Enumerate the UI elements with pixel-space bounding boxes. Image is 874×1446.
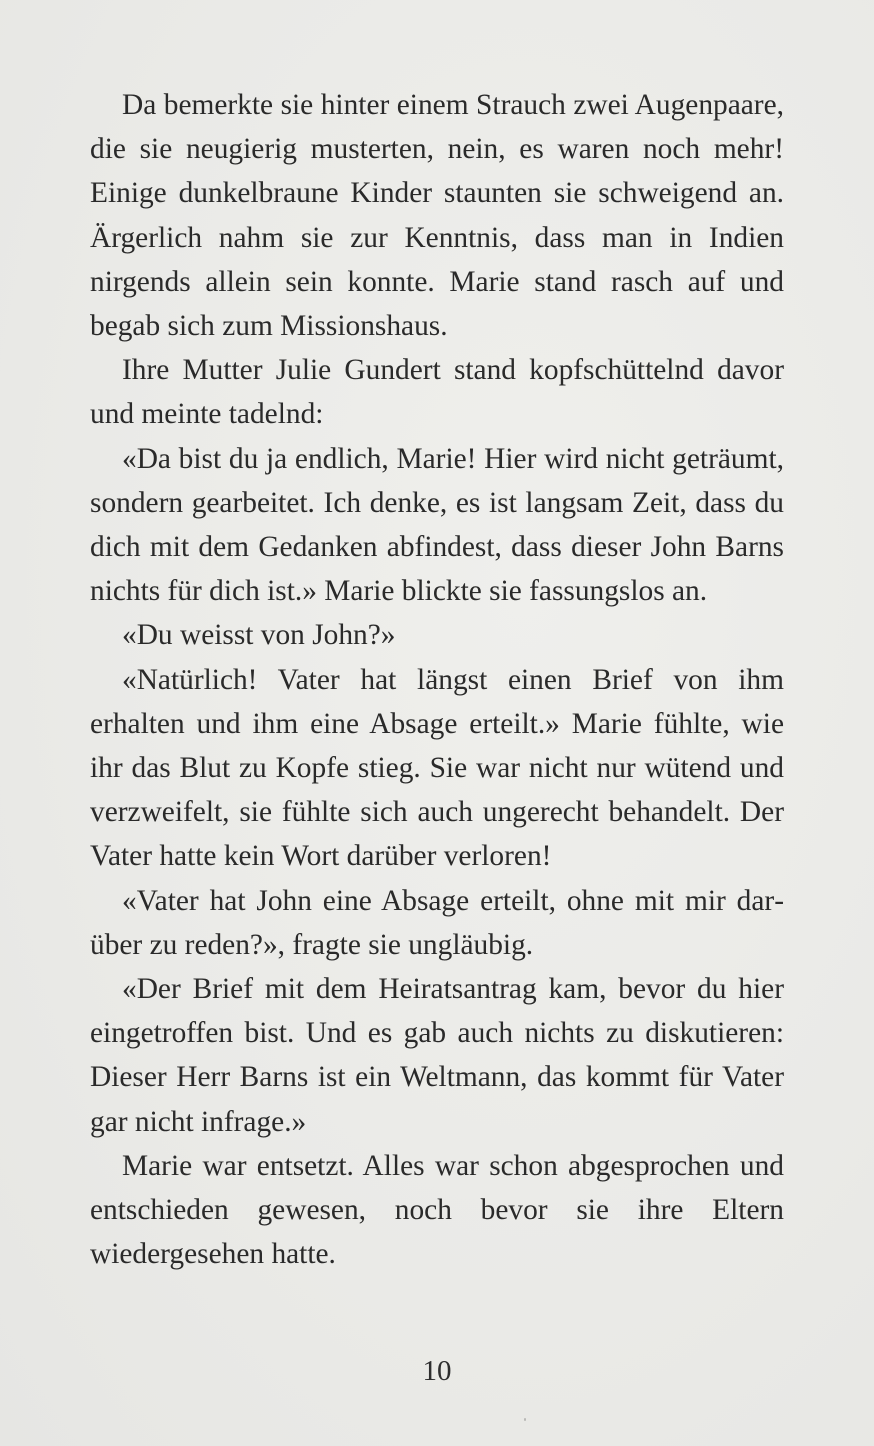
paragraph-2: Ihre Mutter Julie Gundert stand kopfschüttelnd davor und meinte tadelnd: [90,354,784,431]
paragraph-8: Marie war entsetzt. Alles war schon abgesprochen und entschieden gewesen, noch bevor sie ihre Eltern wiedergesehen hatte. [90,1149,784,1271]
paper-speck [524,1418,526,1421]
paragraph-1: Da bemerkte sie hinter einem Strauch zwei Augenpaare, die sie neugierig musterten, nein, es waren noch mehr! Einige dunkelbraune Kinder staunten sie schweigend an. Ärgerlich nahm sie zur Kenntnis, dass man in Indien nirgends allein sein konnte. Marie stand rasch auf und begab sich zum Missionshaus. [90,89,784,343]
paragraph-6: «Vater hat John eine Absage erteilt, ohne mit mir darüber zu reden?», fragte sie ungläubig. [90,884,784,961]
paragraph-5: «Natürlich! Vater hat längst einen Brief von ihm erhalten und ihm eine Absage erteilt.» Marie fühlte, wie ihr das Blut zu Kopfe stieg. Sie war nicht nur wütend und verzweifelt, sie fühlte sich auch ungerecht behandelt. Der Vater hatte kein Wort darüber verloren! [90,663,784,873]
paragraph-7: «Der Brief mit dem Heiratsantrag kam, bevor du hier eingetroffen bist. Und es gab auch nichts zu diskutieren: Dieser Herr Barns ist ein Weltmann, das kommt für Vater gar nicht infrage.» [90,973,784,1138]
paragraph-3: «Da bist du ja endlich, Marie! Hier wird nicht geträumt, sondern gearbeitet. Ich denke, es ist langsam Zeit, dass du dich mit dem Gedanken abfindest, dass dieser John Barns nichts für dich ist.» Marie blickte sie fassungslos an. [90,442,784,608]
page-number: 10 [422,1355,452,1387]
paragraph-4: «Du weisst von John?» [122,619,396,652]
body-text [90,83,784,1276]
